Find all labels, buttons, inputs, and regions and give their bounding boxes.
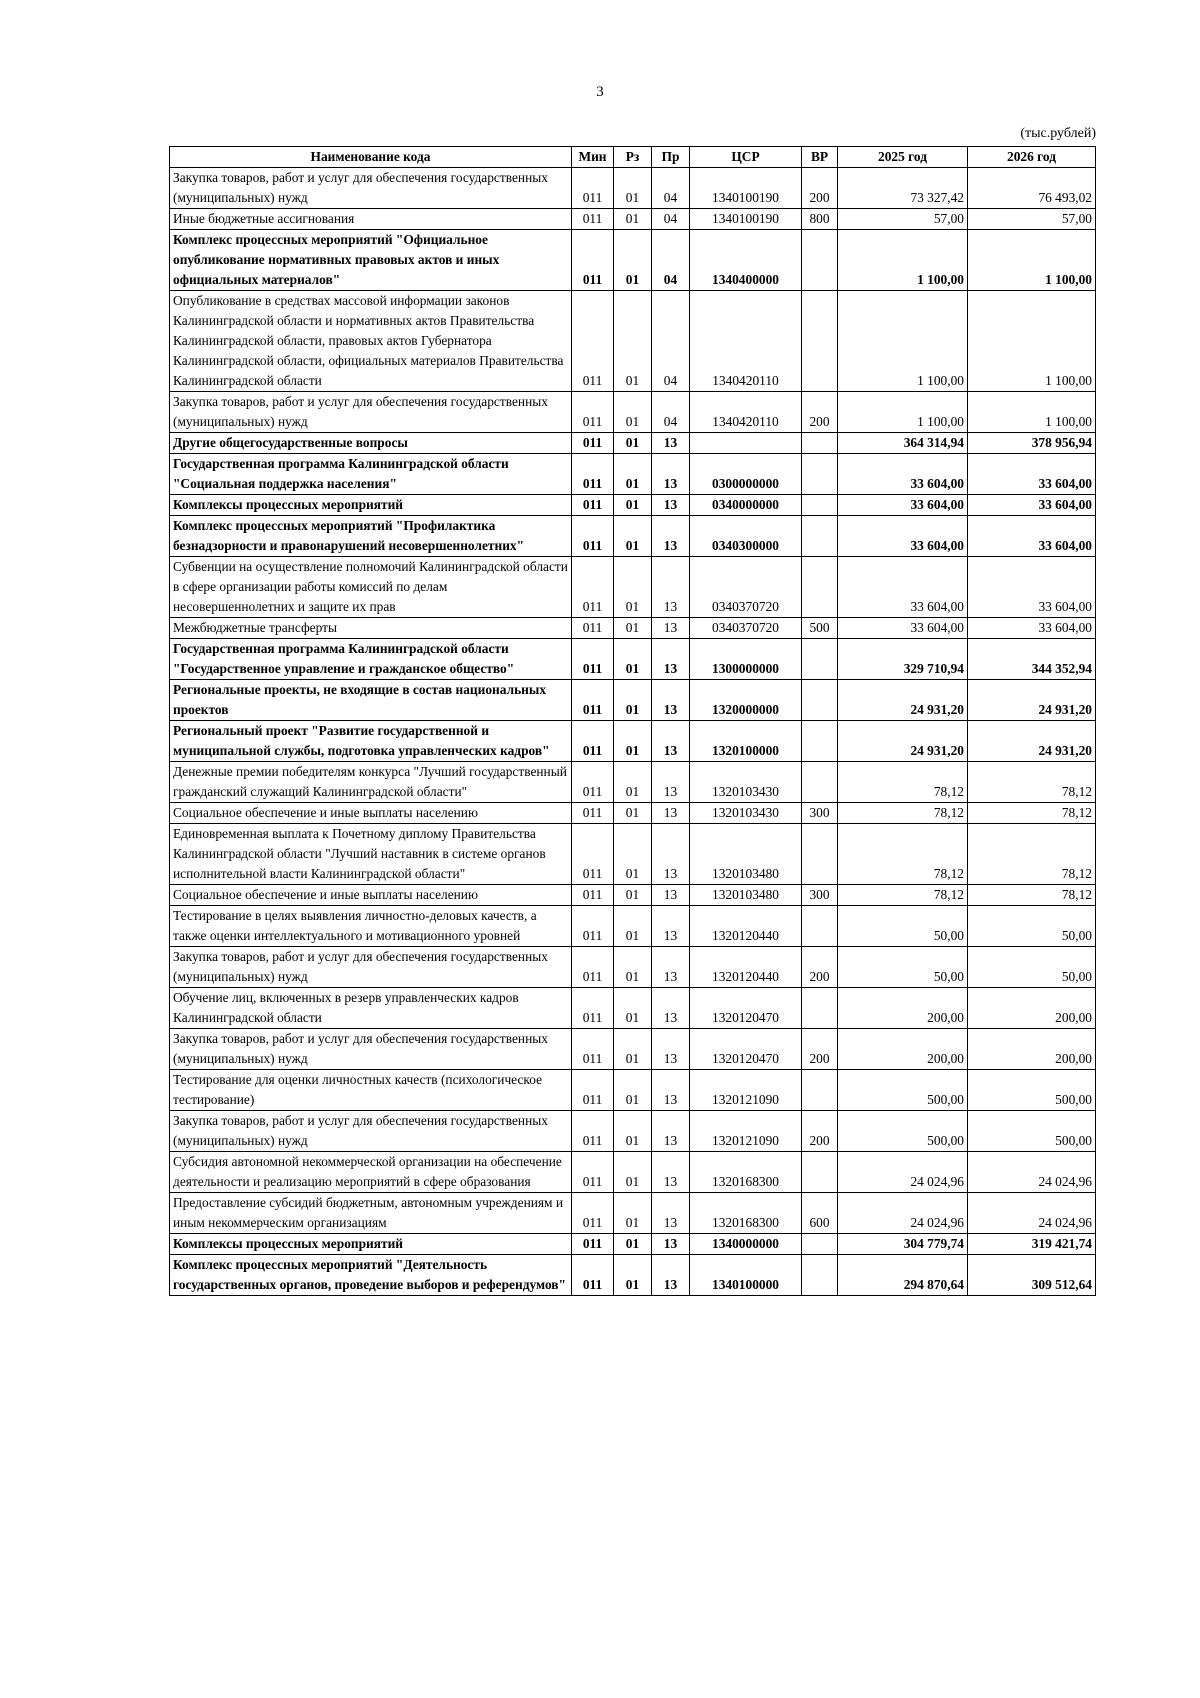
cell-min: 011 bbox=[572, 1029, 614, 1070]
cell-csr: 0340000000 bbox=[690, 495, 802, 516]
header-2026: 2026 год bbox=[968, 147, 1096, 168]
cell-2025: 200,00 bbox=[838, 1029, 968, 1070]
cell-vr bbox=[802, 433, 838, 454]
cell-pr: 13 bbox=[652, 1152, 690, 1193]
cell-vr bbox=[802, 557, 838, 618]
cell-csr: 0340370720 bbox=[690, 557, 802, 618]
cell-rz: 01 bbox=[614, 291, 652, 392]
cell-name: Межбюджетные трансферты bbox=[170, 618, 572, 639]
cell-pr: 13 bbox=[652, 721, 690, 762]
cell-2026: 78,12 bbox=[968, 885, 1096, 906]
budget-table bbox=[169, 146, 1096, 1296]
table-row bbox=[170, 454, 1096, 495]
cell-min: 011 bbox=[572, 824, 614, 885]
cell-vr: 300 bbox=[802, 803, 838, 824]
cell-csr: 1320120470 bbox=[690, 1029, 802, 1070]
cell-pr: 13 bbox=[652, 495, 690, 516]
cell-2026: 24 024,96 bbox=[968, 1193, 1096, 1234]
cell-pr: 04 bbox=[652, 230, 690, 291]
cell-pr: 13 bbox=[652, 1029, 690, 1070]
cell-2026: 76 493,02 bbox=[968, 168, 1096, 209]
cell-vr bbox=[802, 721, 838, 762]
cell-rz: 01 bbox=[614, 1234, 652, 1255]
cell-min: 011 bbox=[572, 988, 614, 1029]
cell-name: Комплексы процессных мероприятий bbox=[170, 495, 572, 516]
table-row bbox=[170, 1152, 1096, 1193]
cell-2026: 309 512,64 bbox=[968, 1255, 1096, 1296]
cell-rz: 01 bbox=[614, 433, 652, 454]
cell-rz: 01 bbox=[614, 454, 652, 495]
table-row bbox=[170, 618, 1096, 639]
cell-name: Региональный проект "Развитие государственной и муниципальной службы, подготовка управленческих кадров" bbox=[170, 721, 572, 762]
cell-csr: 1320120470 bbox=[690, 988, 802, 1029]
cell-2025: 500,00 bbox=[838, 1070, 968, 1111]
cell-rz: 01 bbox=[614, 906, 652, 947]
table-row bbox=[170, 1193, 1096, 1234]
cell-2025: 33 604,00 bbox=[838, 495, 968, 516]
cell-csr: 1320100000 bbox=[690, 721, 802, 762]
cell-vr: 300 bbox=[802, 885, 838, 906]
cell-2026: 344 352,94 bbox=[968, 639, 1096, 680]
cell-rz: 01 bbox=[614, 762, 652, 803]
cell-2026: 1 100,00 bbox=[968, 392, 1096, 433]
cell-rz: 01 bbox=[614, 721, 652, 762]
cell-csr: 0300000000 bbox=[690, 454, 802, 495]
cell-min: 011 bbox=[572, 762, 614, 803]
cell-csr: 1320103430 bbox=[690, 803, 802, 824]
table-row bbox=[170, 291, 1096, 392]
cell-rz: 01 bbox=[614, 988, 652, 1029]
cell-rz: 01 bbox=[614, 516, 652, 557]
cell-rz: 01 bbox=[614, 680, 652, 721]
cell-pr: 13 bbox=[652, 1193, 690, 1234]
table-row bbox=[170, 824, 1096, 885]
cell-min: 011 bbox=[572, 639, 614, 680]
cell-pr: 13 bbox=[652, 1255, 690, 1296]
header-csr: ЦСР bbox=[690, 147, 802, 168]
cell-pr: 13 bbox=[652, 906, 690, 947]
table-row bbox=[170, 762, 1096, 803]
cell-name: Субвенции на осуществление полномочий Калининградской области в сфере организации работы комиссий по делам несовершеннолетних и защите их прав bbox=[170, 557, 572, 618]
cell-vr: 200 bbox=[802, 1029, 838, 1070]
cell-csr: 1340100190 bbox=[690, 209, 802, 230]
cell-min: 011 bbox=[572, 1193, 614, 1234]
cell-2026: 24 931,20 bbox=[968, 721, 1096, 762]
cell-name: Государственная программа Калининградской области "Социальная поддержка населения" bbox=[170, 454, 572, 495]
cell-min: 011 bbox=[572, 1234, 614, 1255]
cell-name: Комплекс процессных мероприятий "Деятельность государственных органов, проведение выборов и референдумов" bbox=[170, 1255, 572, 1296]
cell-2025: 33 604,00 bbox=[838, 454, 968, 495]
cell-vr bbox=[802, 988, 838, 1029]
cell-csr: 1320103480 bbox=[690, 885, 802, 906]
cell-2026: 33 604,00 bbox=[968, 557, 1096, 618]
cell-name: Комплексы процессных мероприятий bbox=[170, 1234, 572, 1255]
header-2025: 2025 год bbox=[838, 147, 968, 168]
cell-vr: 200 bbox=[802, 1111, 838, 1152]
cell-min: 011 bbox=[572, 454, 614, 495]
cell-2025: 329 710,94 bbox=[838, 639, 968, 680]
table-row bbox=[170, 1070, 1096, 1111]
cell-2026: 200,00 bbox=[968, 988, 1096, 1029]
cell-rz: 01 bbox=[614, 1111, 652, 1152]
cell-pr: 13 bbox=[652, 885, 690, 906]
cell-rz: 01 bbox=[614, 1193, 652, 1234]
cell-name: Опубликование в средствах массовой информации законов Калининградской области и нормативных актов Правительства Калининградской области, правовых актов Губернатора Калининградской области, официальных материалов Правительства Калининградской области bbox=[170, 291, 572, 392]
cell-2026: 50,00 bbox=[968, 906, 1096, 947]
cell-name: Закупка товаров, работ и услуг для обеспечения государственных (муниципальных) нужд bbox=[170, 392, 572, 433]
cell-min: 011 bbox=[572, 209, 614, 230]
cell-rz: 01 bbox=[614, 1255, 652, 1296]
cell-min: 011 bbox=[572, 1111, 614, 1152]
cell-min: 011 bbox=[572, 433, 614, 454]
cell-csr: 1320168300 bbox=[690, 1193, 802, 1234]
cell-2026: 33 604,00 bbox=[968, 454, 1096, 495]
cell-rz: 01 bbox=[614, 1029, 652, 1070]
cell-vr bbox=[802, 680, 838, 721]
cell-pr: 13 bbox=[652, 557, 690, 618]
cell-pr: 13 bbox=[652, 1070, 690, 1111]
cell-csr: 1340420110 bbox=[690, 392, 802, 433]
cell-2025: 24 931,20 bbox=[838, 680, 968, 721]
cell-csr: 1340420110 bbox=[690, 291, 802, 392]
table-row bbox=[170, 392, 1096, 433]
cell-pr: 13 bbox=[652, 824, 690, 885]
cell-name: Социальное обеспечение и иные выплаты населению bbox=[170, 803, 572, 824]
cell-rz: 01 bbox=[614, 1152, 652, 1193]
cell-csr: 1320000000 bbox=[690, 680, 802, 721]
cell-2025: 33 604,00 bbox=[838, 618, 968, 639]
table-row bbox=[170, 557, 1096, 618]
cell-pr: 13 bbox=[652, 433, 690, 454]
cell-pr: 13 bbox=[652, 762, 690, 803]
cell-pr: 04 bbox=[652, 291, 690, 392]
cell-csr: 1320120440 bbox=[690, 906, 802, 947]
cell-name: Социальное обеспечение и иные выплаты населению bbox=[170, 885, 572, 906]
cell-2025: 304 779,74 bbox=[838, 1234, 968, 1255]
cell-rz: 01 bbox=[614, 557, 652, 618]
cell-rz: 01 bbox=[614, 392, 652, 433]
cell-rz: 01 bbox=[614, 168, 652, 209]
cell-csr: 1320120440 bbox=[690, 947, 802, 988]
table-row bbox=[170, 1234, 1096, 1255]
cell-2026: 57,00 bbox=[968, 209, 1096, 230]
cell-2026: 33 604,00 bbox=[968, 495, 1096, 516]
units-label: (тыс.рублей) bbox=[1020, 126, 1096, 141]
cell-vr: 800 bbox=[802, 209, 838, 230]
cell-min: 011 bbox=[572, 803, 614, 824]
cell-name: Государственная программа Калининградской области "Государственное управление и гражданское общество" bbox=[170, 639, 572, 680]
cell-name: Закупка товаров, работ и услуг для обеспечения государственных (муниципальных) нужд bbox=[170, 1111, 572, 1152]
cell-name: Закупка товаров, работ и услуг для обеспечения государственных (муниципальных) нужд bbox=[170, 947, 572, 988]
table-header-row bbox=[170, 147, 1096, 168]
cell-min: 011 bbox=[572, 1070, 614, 1111]
cell-csr: 1300000000 bbox=[690, 639, 802, 680]
cell-vr bbox=[802, 230, 838, 291]
cell-pr: 13 bbox=[652, 1234, 690, 1255]
cell-csr: 1320168300 bbox=[690, 1152, 802, 1193]
cell-pr: 13 bbox=[652, 618, 690, 639]
cell-2026: 378 956,94 bbox=[968, 433, 1096, 454]
cell-rz: 01 bbox=[614, 824, 652, 885]
cell-2026: 500,00 bbox=[968, 1070, 1096, 1111]
cell-2025: 24 024,96 bbox=[838, 1152, 968, 1193]
cell-2025: 78,12 bbox=[838, 824, 968, 885]
cell-vr bbox=[802, 516, 838, 557]
header-vr: ВР bbox=[802, 147, 838, 168]
cell-min: 011 bbox=[572, 618, 614, 639]
cell-vr bbox=[802, 1234, 838, 1255]
cell-2026: 24 931,20 bbox=[968, 680, 1096, 721]
table-row bbox=[170, 433, 1096, 454]
cell-vr bbox=[802, 824, 838, 885]
cell-2025: 294 870,64 bbox=[838, 1255, 968, 1296]
cell-min: 011 bbox=[572, 1255, 614, 1296]
cell-2025: 57,00 bbox=[838, 209, 968, 230]
cell-name: Единовременная выплата к Почетному диплому Правительства Калининградской области "Лучший наставник в системе органов исполнительной власти Калининградской области" bbox=[170, 824, 572, 885]
table-row bbox=[170, 988, 1096, 1029]
cell-rz: 01 bbox=[614, 618, 652, 639]
table-row bbox=[170, 639, 1096, 680]
header-rz: Рз bbox=[614, 147, 652, 168]
cell-rz: 01 bbox=[614, 639, 652, 680]
cell-2026: 33 604,00 bbox=[968, 618, 1096, 639]
cell-rz: 01 bbox=[614, 885, 652, 906]
cell-min: 011 bbox=[572, 906, 614, 947]
table-body bbox=[170, 168, 1096, 1296]
cell-csr: 0340370720 bbox=[690, 618, 802, 639]
cell-vr: 200 bbox=[802, 392, 838, 433]
table-row bbox=[170, 209, 1096, 230]
cell-vr bbox=[802, 762, 838, 803]
cell-2025: 364 314,94 bbox=[838, 433, 968, 454]
cell-name: Субсидия автономной некоммерческой организации на обеспечение деятельности и реализацию мероприятий в сфере образования bbox=[170, 1152, 572, 1193]
table-row bbox=[170, 495, 1096, 516]
cell-vr: 200 bbox=[802, 947, 838, 988]
cell-min: 011 bbox=[572, 885, 614, 906]
cell-min: 011 bbox=[572, 230, 614, 291]
cell-2025: 78,12 bbox=[838, 885, 968, 906]
cell-2026: 78,12 bbox=[968, 824, 1096, 885]
cell-csr: 1320103430 bbox=[690, 762, 802, 803]
cell-vr bbox=[802, 1152, 838, 1193]
table-row bbox=[170, 1029, 1096, 1070]
cell-csr: 1340100000 bbox=[690, 1255, 802, 1296]
cell-pr: 04 bbox=[652, 168, 690, 209]
header-min: Мин bbox=[572, 147, 614, 168]
cell-pr: 13 bbox=[652, 680, 690, 721]
table-row bbox=[170, 1111, 1096, 1152]
cell-2025: 33 604,00 bbox=[838, 557, 968, 618]
cell-min: 011 bbox=[572, 947, 614, 988]
cell-name: Денежные премии победителям конкурса "Лучший государственный гражданский служащий Калининградской области" bbox=[170, 762, 572, 803]
cell-min: 011 bbox=[572, 495, 614, 516]
cell-min: 011 bbox=[572, 516, 614, 557]
cell-rz: 01 bbox=[614, 495, 652, 516]
cell-2025: 200,00 bbox=[838, 988, 968, 1029]
cell-csr: 1320103480 bbox=[690, 824, 802, 885]
cell-min: 011 bbox=[572, 392, 614, 433]
cell-min: 011 bbox=[572, 557, 614, 618]
cell-name: Другие общегосударственные вопросы bbox=[170, 433, 572, 454]
cell-rz: 01 bbox=[614, 230, 652, 291]
cell-min: 011 bbox=[572, 291, 614, 392]
cell-2025: 50,00 bbox=[838, 947, 968, 988]
cell-min: 011 bbox=[572, 721, 614, 762]
cell-rz: 01 bbox=[614, 803, 652, 824]
cell-vr bbox=[802, 291, 838, 392]
cell-2025: 78,12 bbox=[838, 803, 968, 824]
cell-2026: 33 604,00 bbox=[968, 516, 1096, 557]
cell-pr: 04 bbox=[652, 209, 690, 230]
table-row bbox=[170, 168, 1096, 209]
table-row bbox=[170, 230, 1096, 291]
cell-vr bbox=[802, 906, 838, 947]
cell-2026: 1 100,00 bbox=[968, 291, 1096, 392]
cell-2026: 24 024,96 bbox=[968, 1152, 1096, 1193]
cell-csr bbox=[690, 433, 802, 454]
cell-csr: 0340300000 bbox=[690, 516, 802, 557]
table-row bbox=[170, 947, 1096, 988]
cell-name: Комплекс процессных мероприятий "Официальное опубликование нормативных правовых актов и иных официальных материалов" bbox=[170, 230, 572, 291]
cell-2026: 1 100,00 bbox=[968, 230, 1096, 291]
table-row bbox=[170, 680, 1096, 721]
cell-name: Закупка товаров, работ и услуг для обеспечения государственных (муниципальных) нужд bbox=[170, 168, 572, 209]
cell-2026: 78,12 bbox=[968, 762, 1096, 803]
cell-2025: 78,12 bbox=[838, 762, 968, 803]
table-row bbox=[170, 906, 1096, 947]
cell-rz: 01 bbox=[614, 209, 652, 230]
table-row bbox=[170, 516, 1096, 557]
cell-vr bbox=[802, 639, 838, 680]
cell-2025: 24 024,96 bbox=[838, 1193, 968, 1234]
cell-2025: 73 327,42 bbox=[838, 168, 968, 209]
table-row bbox=[170, 721, 1096, 762]
cell-csr: 1340000000 bbox=[690, 1234, 802, 1255]
cell-name: Региональные проекты, не входящие в состав национальных проектов bbox=[170, 680, 572, 721]
cell-vr: 200 bbox=[802, 168, 838, 209]
header-pr: Пр bbox=[652, 147, 690, 168]
cell-csr: 1340100190 bbox=[690, 168, 802, 209]
cell-2025: 500,00 bbox=[838, 1111, 968, 1152]
cell-pr: 13 bbox=[652, 454, 690, 495]
cell-2026: 319 421,74 bbox=[968, 1234, 1096, 1255]
cell-min: 011 bbox=[572, 680, 614, 721]
cell-2026: 78,12 bbox=[968, 803, 1096, 824]
header-name: Наименование кода bbox=[170, 147, 572, 168]
cell-2025: 50,00 bbox=[838, 906, 968, 947]
cell-vr: 500 bbox=[802, 618, 838, 639]
cell-rz: 01 bbox=[614, 1070, 652, 1111]
cell-name: Иные бюджетные ассигнования bbox=[170, 209, 572, 230]
cell-name: Закупка товаров, работ и услуг для обеспечения государственных (муниципальных) нужд bbox=[170, 1029, 572, 1070]
cell-pr: 04 bbox=[652, 392, 690, 433]
cell-vr bbox=[802, 495, 838, 516]
cell-name: Тестирование в целях выявления личностно-деловых качеств, а также оценки интеллектуального и мотивационного уровней bbox=[170, 906, 572, 947]
cell-2026: 50,00 bbox=[968, 947, 1096, 988]
cell-rz: 01 bbox=[614, 947, 652, 988]
cell-pr: 13 bbox=[652, 988, 690, 1029]
cell-vr bbox=[802, 1255, 838, 1296]
cell-min: 011 bbox=[572, 1152, 614, 1193]
cell-pr: 13 bbox=[652, 947, 690, 988]
cell-pr: 13 bbox=[652, 803, 690, 824]
cell-2025: 1 100,00 bbox=[838, 392, 968, 433]
cell-name: Обучение лиц, включенных в резерв управленческих кадров Калининградской области bbox=[170, 988, 572, 1029]
page-number: 3 bbox=[596, 84, 604, 100]
cell-csr: 1320121090 bbox=[690, 1111, 802, 1152]
cell-2025: 1 100,00 bbox=[838, 291, 968, 392]
cell-min: 011 bbox=[572, 168, 614, 209]
cell-name: Тестирование для оценки личностных качеств (психологическое тестирование) bbox=[170, 1070, 572, 1111]
cell-name: Комплекс процессных мероприятий "Профилактика безнадзорности и правонарушений несовершеннолетних" bbox=[170, 516, 572, 557]
cell-pr: 13 bbox=[652, 639, 690, 680]
cell-name: Предоставление субсидий бюджетным, автономным учреждениям и иным некоммерческим организациям bbox=[170, 1193, 572, 1234]
cell-vr bbox=[802, 454, 838, 495]
cell-2025: 1 100,00 bbox=[838, 230, 968, 291]
cell-pr: 13 bbox=[652, 1111, 690, 1152]
cell-pr: 13 bbox=[652, 516, 690, 557]
cell-csr: 1320121090 bbox=[690, 1070, 802, 1111]
cell-vr: 600 bbox=[802, 1193, 838, 1234]
table-row bbox=[170, 885, 1096, 906]
cell-2025: 24 931,20 bbox=[838, 721, 968, 762]
cell-2026: 500,00 bbox=[968, 1111, 1096, 1152]
cell-vr bbox=[802, 1070, 838, 1111]
cell-csr: 1340400000 bbox=[690, 230, 802, 291]
cell-2025: 33 604,00 bbox=[838, 516, 968, 557]
cell-2026: 200,00 bbox=[968, 1029, 1096, 1070]
table-row bbox=[170, 803, 1096, 824]
table-row bbox=[170, 1255, 1096, 1296]
